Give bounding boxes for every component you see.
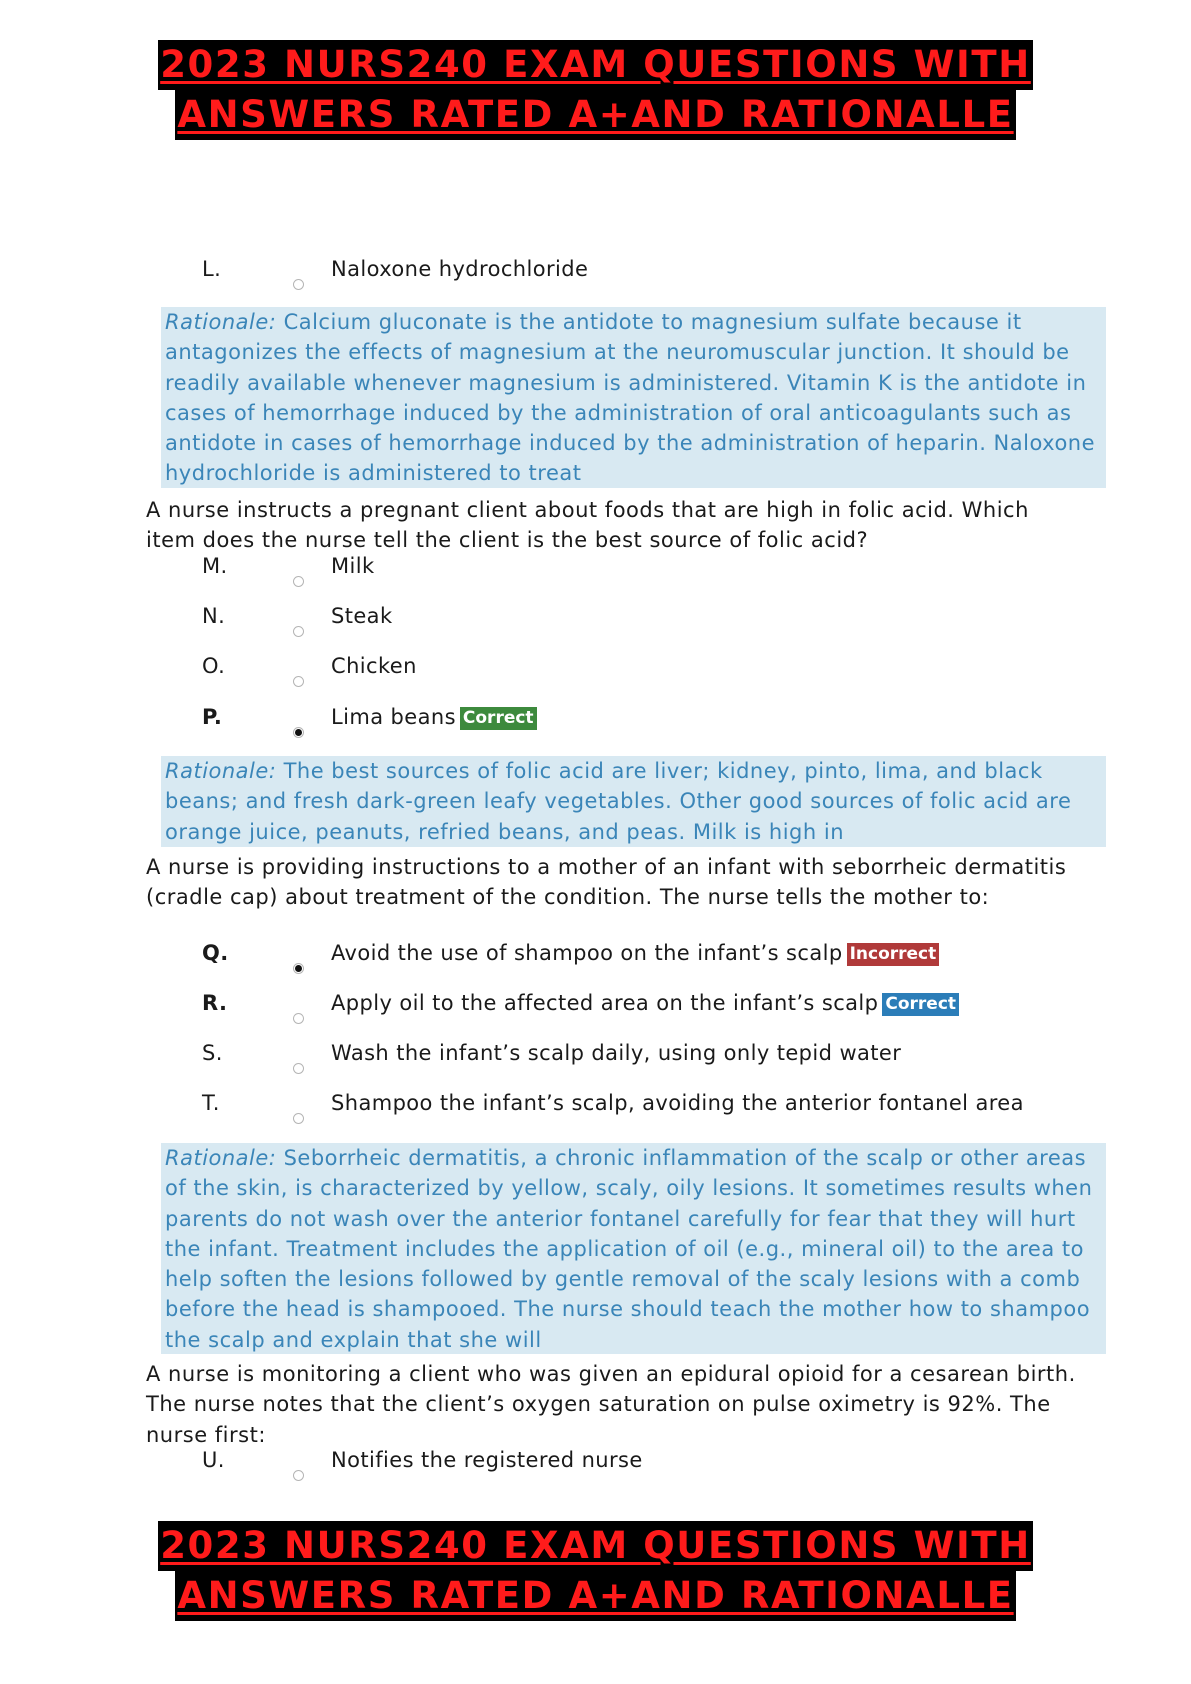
correct-badge: Correct [460,707,537,730]
option-text: Lima beans [331,705,456,729]
radio-button[interactable] [293,626,304,637]
page-header-banner [0,40,1191,140]
option-text: Avoid the use of shampoo on the infant’s scalp [331,941,843,965]
answer-option-q[interactable] [0,941,1191,971]
rationale-text: Seborrheic dermatitis, a chronic inflammation of the scalp or other areas of the skin, is characterized by yellow, scaly, oily lesions. It sometimes results when parents do not wash over the anterior fontanel carefully for fear that they will hurt the infant. Treatment includes the application of oil (e.g., mineral oil) to the area to help soften the lesions followed by gentle removal of the scaly lesions with a comb before the head is shampooed. The nurse should teach the mother how to shampoo the scalp and explain that she will [165,1146,1093,1352]
footer-title-line-2: ANSWERS RATED A+AND RATIONALLE [175,1571,1015,1621]
radio-button[interactable] [293,279,304,290]
rationale-box [161,1143,1106,1354]
answer-option-r[interactable] [0,991,1191,1021]
rationale-label: Rationale: [165,759,277,783]
answer-option-l[interactable] [0,257,1191,287]
option-text: Milk [331,554,375,578]
answer-option-m[interactable] [0,554,1191,584]
header-title-line-2: ANSWERS RATED A+AND RATIONALLE [175,90,1015,140]
option-letter: R. [202,991,228,1015]
page-footer-banner [0,1521,1191,1621]
radio-button[interactable] [293,1063,304,1074]
answer-option-s[interactable] [0,1041,1191,1071]
option-text-wrap [331,991,959,1016]
radio-button[interactable] [293,1113,304,1124]
option-letter: Q. [202,941,229,965]
rationale-text: Calcium gluconate is the antidote to magnesium sulfate because it antagonizes the effects of magnesium at the neuromuscular junction. It should be readily available whenever magnesium is administered. Vitamin K is the antidote in cases of hemorrhage induced by the administration of oral anticoagulants such as antidote in cases of hemorrhage induced by the administration of heparin. Naloxone hydrochloride is administered to treat [165,310,1096,486]
correct-badge: Correct [882,993,959,1016]
rationale-label: Rationale: [165,310,277,334]
radio-button[interactable] [293,676,304,687]
option-text-wrap [331,941,939,966]
footer-title-line-1: 2023 NURS240 EXAM QUESTIONS WITH [158,1521,1033,1571]
header-title-line-1: 2023 NURS240 EXAM QUESTIONS WITH [158,40,1033,90]
answer-option-o[interactable] [0,654,1191,684]
option-text: Notifies the registered nurse [331,1448,643,1472]
option-text-wrap [331,705,537,730]
option-letter: N. [202,604,226,628]
answer-option-t[interactable] [0,1091,1191,1121]
question-stem: A nurse is monitoring a client who was given an epidural opioid for a cesarean birth. The nurse notes that the client’s oxygen saturation on pulse oximetry is 92%. The nurse first: [146,1362,1076,1447]
radio-button-selected[interactable] [293,963,304,974]
option-text: Apply oil to the affected area on the infant’s scalp [331,991,879,1015]
option-text: Chicken [331,654,417,678]
option-letter: O. [202,654,226,678]
radio-button[interactable] [293,1013,304,1024]
rationale-text: The best sources of folic acid are liver; kidney, pinto, lima, and black beans; and fresh dark-green leafy vegetables. Other good sources of folic acid are orange juice, peanuts, refried beans, and peas. Milk is high in [165,759,1072,844]
option-letter: S. [202,1041,223,1065]
question-stem: A nurse instructs a pregnant client about foods that are high in folic acid. Which item does the nurse tell the client is the best source of folic acid? [146,498,1029,553]
radio-button-selected[interactable] [293,727,304,738]
answer-option-p[interactable] [0,705,1191,735]
radio-button[interactable] [293,1470,304,1481]
option-letter: P. [202,705,223,729]
question-stem: A nurse is providing instructions to a mother of an infant with seborrheic dermatitis (cradle cap) about treatment of the condition. The nurse tells the mother to: [146,855,1067,910]
option-letter: T. [202,1091,220,1115]
option-text: Wash the infant’s scalp daily, using only tepid water [331,1041,902,1065]
option-text: Steak [331,604,393,628]
option-letter: M. [202,554,228,578]
answer-option-u[interactable] [0,1448,1191,1478]
radio-button[interactable] [293,576,304,587]
option-text: Naloxone hydrochloride [331,257,589,281]
option-letter: L. [202,257,222,281]
rationale-box [161,307,1106,488]
option-text: Shampoo the infant’s scalp, avoiding the anterior fontanel area [331,1091,1024,1115]
rationale-box [161,756,1106,847]
incorrect-badge: Incorrect [847,943,940,966]
answer-option-n[interactable] [0,604,1191,634]
rationale-label: Rationale: [165,1146,277,1170]
option-letter: U. [202,1448,225,1472]
